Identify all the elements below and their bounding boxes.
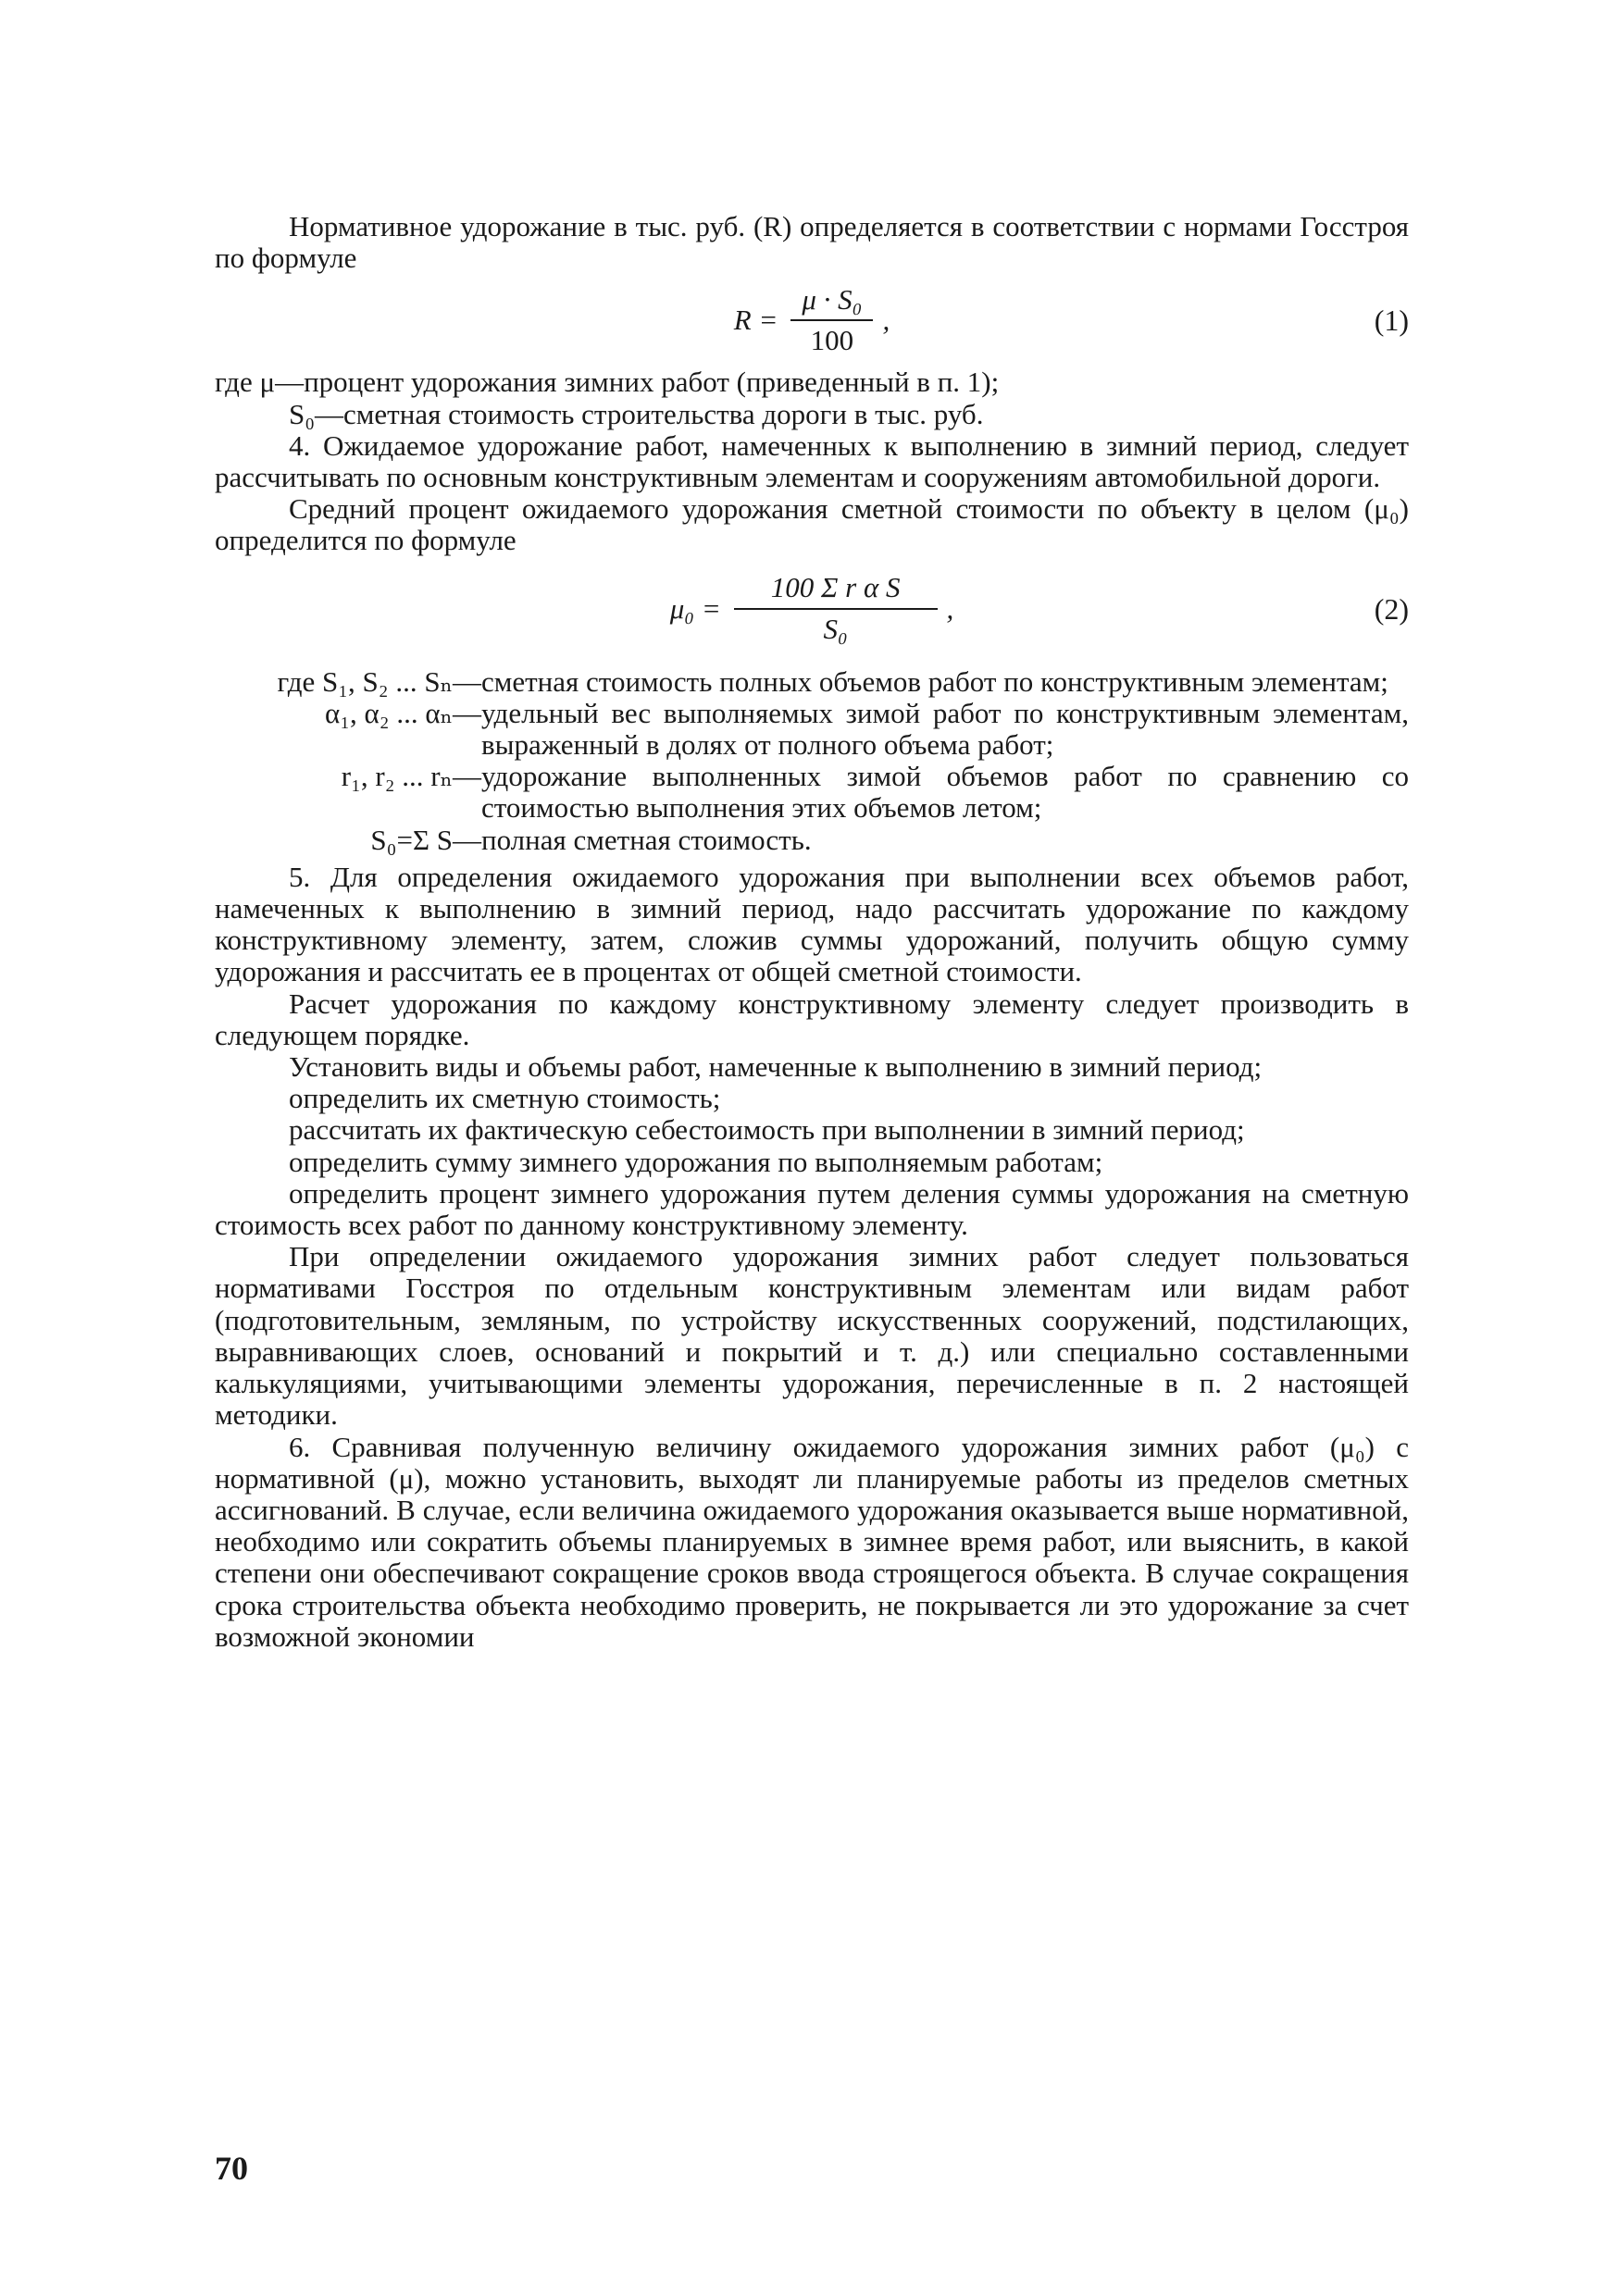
definition-text: удельный вес выполняемых зимой работ по конструктивным элементам, выраженный в долях от полного объема работ; xyxy=(481,696,1409,762)
formula-2-tail: , xyxy=(946,591,954,625)
section-4-paragraph: 4. Ожидаемое удорожание работ, намеченных к выполнению в зимний период, следует рассчитывать по основным конструктивным элементам и сооружениям автомобильной дороги. xyxy=(215,428,1409,494)
definition-text: удорожание выполненных зимой объемов работ по сравнению со стоимостью выполнения этих объемов летом; xyxy=(481,760,1409,825)
definition-text: полная сметная стоимость. xyxy=(481,823,812,856)
formula-2-fraction xyxy=(734,572,938,644)
formula-1-fraction xyxy=(790,284,873,356)
page-number: 70 xyxy=(215,2150,248,2187)
section-5-norms-paragraph: При определении ожидаемого удорожания зимних работ следует пользоваться нормативами Госстроя по отдельным конструктивным элементам или видам работ (подготовительным, земляным, по устройству искусственных сооружений, подстилающих, выравнивающих слоев, оснований и покрытий и т. д.) или специально составленными калькуляциями, учитывающими элементы удорожания, перечисленные в п. 2 настоящей методики. xyxy=(215,1240,1409,1432)
definition-text: сметная стоимость полных объемов работ по конструктивным элементам; xyxy=(481,664,1388,698)
formula-1-numerator: μ · S₀ xyxy=(790,284,873,321)
definition-symbol: S₀=Σ S— xyxy=(370,823,481,856)
page-body xyxy=(215,211,1409,1653)
formula-1-lhs: R = xyxy=(733,304,778,337)
section-5-paragraph: 5. Для определения ожидаемого удорожания при выполнении всех объемов работ, намеченных к выполнению в зимний период, надо рассчитать удорожание по каждому конструктивному элементу, затем, сложив суммы удорожаний, получить общую сумму удорожания и рассчитать ее в процентах от общей сметной стоимости. xyxy=(215,860,1409,988)
formula-2-numerator: 100 Σ r α S xyxy=(734,572,938,609)
formula-2-number: (2) xyxy=(1374,591,1409,626)
section-5-step-4: определить сумму зимнего удорожания по выполняемым работам; xyxy=(289,1145,1103,1178)
formula-2-denominator: S₀ xyxy=(823,612,848,645)
formula-2-definitions xyxy=(215,666,1409,856)
definition-symbol: α₁, α₂ ... αₙ— xyxy=(324,696,481,729)
formula-1 xyxy=(215,274,1409,366)
intro-paragraph: Нормативное удорожание в тыс. руб. (R) определяется в соответствии с нормами Госстроя по формуле xyxy=(215,210,1409,275)
definition-s0: S₀—сметная стоимость строительства дороги в тыс. руб. xyxy=(289,397,984,430)
formula-2-lhs: μ₀ = xyxy=(669,591,721,625)
section-5-step-5: определить процент зимнего удорожания путем деления суммы удорожания на сметную стоимость всех работ по данному конструктивному элементу. xyxy=(215,1176,1409,1242)
formula-1-denominator: 100 xyxy=(810,324,854,357)
section-5-step-2: определить их сметную стоимость; xyxy=(289,1082,721,1115)
formula-1-number: (1) xyxy=(1374,304,1409,338)
section-4-formula-intro: Средний процент ожидаемого удорожания сметной стоимости по объекту в целом (μ₀) определится по формуле xyxy=(215,492,1409,557)
definition-mu: где μ—процент удорожания зимних работ (приведенный в п. 1); xyxy=(215,366,1000,399)
section-5-step-3: рассчитать их фактическую себестоимость при выполнении в зимний период; xyxy=(289,1113,1245,1147)
section-5-order-intro: Расчет удорожания по каждому конструктивному элементу следует производить в следующем порядке. xyxy=(215,987,1409,1051)
formula-1-tail: , xyxy=(882,304,890,337)
definition-symbol: r₁, r₂ ... rₙ— xyxy=(341,760,481,793)
section-5-step-1: Установить виды и объемы работ, намеченные к выполнению в зимний период; xyxy=(289,1050,1263,1084)
definition-symbol: где S₁, S₂ ... Sₙ— xyxy=(277,664,481,698)
section-6-paragraph: 6. Сравнивая полученную величину ожидаемого удорожания зимних работ (μ₀) с нормативной (μ), можно установить, выходят ли планируемые работы из пределов сметных ассигнований. В случае, если величина ожидаемого удорожания оказывается выше нормативной, необходимо или сократить объемы планируемых в зимнее время работ, или выяснить, в какой степени они обеспечивают сокращение сроков ввода строящегося объекта. В случае сокращения срока строительства объекта необходимо проверить, не покрывается ли это удорожание за счет возможной экономии xyxy=(215,1430,1409,1653)
formula-2 xyxy=(215,557,1409,661)
